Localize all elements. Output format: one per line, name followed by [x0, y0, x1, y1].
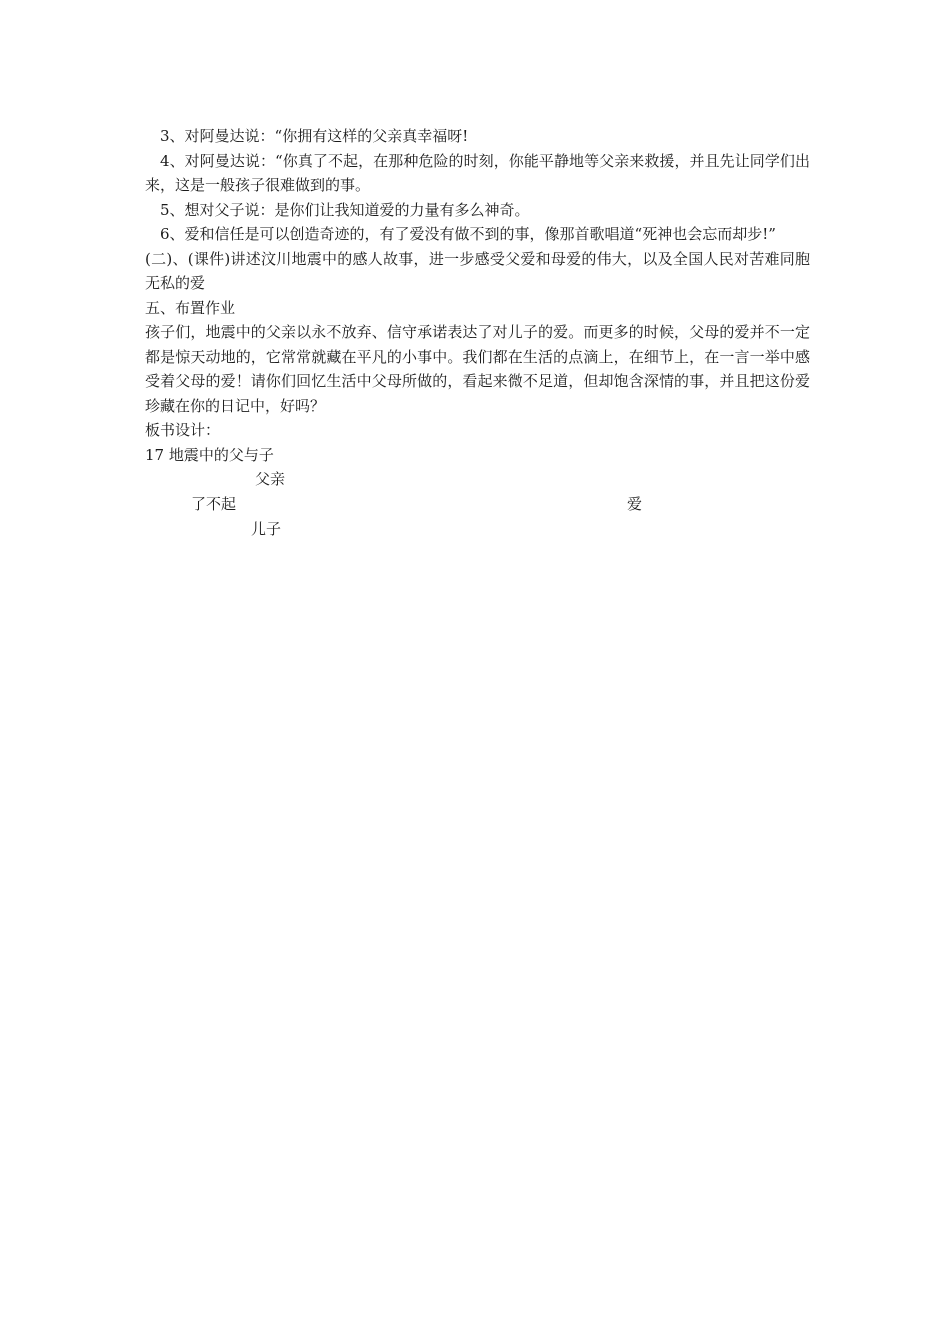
response-item-3: 3、对阿曼达说：“你拥有这样的父亲真幸福呀!	[160, 127, 469, 145]
response-item-6: 6、爱和信任是可以创造奇迹的，有了爱没有做不到的事，像那首歌唱道“死神也会忘而却步!”	[160, 225, 776, 243]
board-design-heading: 板书设计：	[145, 421, 221, 439]
board-word-love: 爱	[627, 495, 643, 513]
section-courseware-story: (二)、(课件)讲述汶川地震中的感人故事，进一步感受父爱和母爱的伟大，以及全国人民对苦难同胞无私的爱	[145, 249, 810, 292]
homework-paragraph: 孩子们，地震中的父亲以永不放弃、信守承诺表达了对儿子的爱。而更多的时候，父母的爱并不一定都是惊天动地的，它常常就藏在平凡的小事中。我们都在生活的点滴上，在细节上，在一言一举中感受着父母的爱！请你们回忆生活中父母所做的，看起来微不足道，但却饱含深情的事，并且把这份爱珍藏在你的日记中，好吗？	[145, 323, 810, 415]
board-diagram	[145, 467, 810, 543]
board-word-father: 父亲	[255, 470, 286, 488]
response-item-4: 4、对阿曼达说：“你真了不起，在那种危险的时刻，你能平静地等父亲来救援，并且先让同学们出来，这是一般孩子很难做到的事。	[145, 151, 810, 194]
section-heading-homework: 五、布置作业	[145, 298, 236, 317]
response-item-5: 5、想对父子说：是你们让我知道爱的力量有多么神奇。	[160, 200, 530, 219]
board-word-son: 儿子	[251, 520, 282, 538]
lesson-title: 17 地震中的父与子	[145, 445, 274, 464]
board-word-great: 了不起	[191, 495, 237, 513]
document-body	[145, 124, 810, 543]
